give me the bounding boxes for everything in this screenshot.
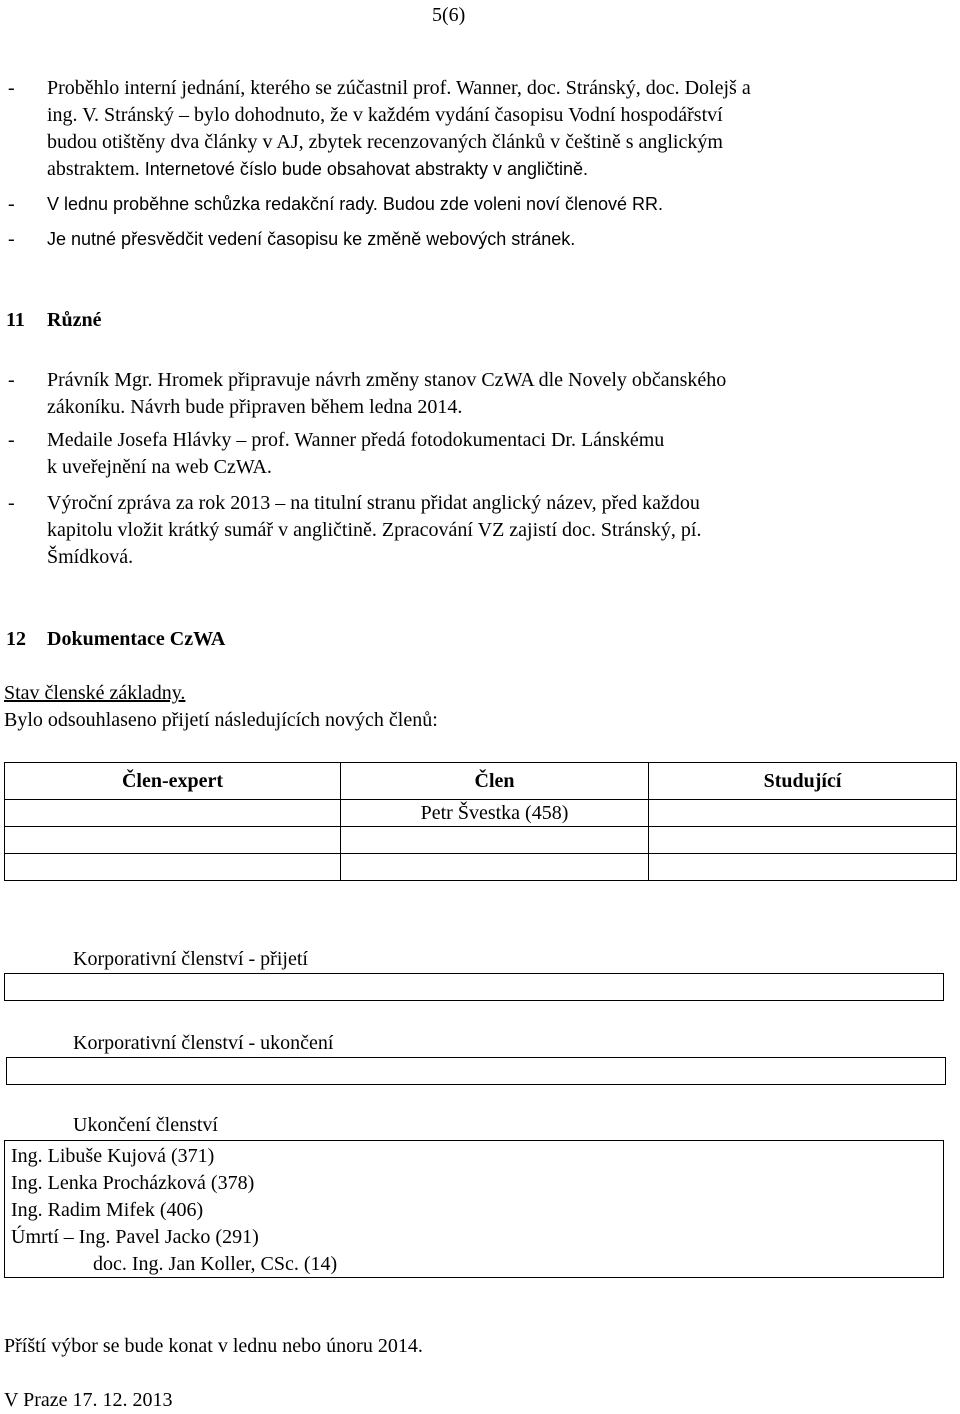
table-cell bbox=[341, 827, 649, 854]
bullet-dash: - bbox=[8, 369, 15, 391]
section-title: Dokumentace CzWA bbox=[47, 628, 226, 650]
list-item-text: Internetové číslo bude obsahovat abstrakty v angličtině. bbox=[144, 159, 589, 179]
bullet-dash: - bbox=[8, 492, 15, 514]
corporate-join-label: Korporativní členství - přijetí bbox=[73, 948, 308, 970]
table-row bbox=[5, 800, 957, 827]
bullet-dash: - bbox=[8, 429, 15, 451]
bullet-dash: - bbox=[8, 77, 15, 99]
termination-box bbox=[4, 1140, 944, 1278]
table-cell bbox=[649, 827, 957, 854]
list-item-line: zákoníku. Návrh bude připraven během ledna 2014. bbox=[47, 396, 463, 418]
list-item-text: abstraktem. bbox=[47, 158, 140, 180]
list-item-line: kapitolu vložit krátký sumář v angličtině. Zpracování VZ zajistí doc. Stránský, pí. bbox=[47, 519, 702, 541]
column-header-expert: Člen-expert bbox=[5, 763, 341, 800]
table-row bbox=[5, 854, 957, 881]
list-item-line: Medaile Josefa Hlávky – prof. Wanner předá fotodokumentaci Dr. Lánskému bbox=[47, 429, 665, 451]
table-cell bbox=[341, 854, 649, 881]
termination-entry: Ing. Radim Mifek (406) bbox=[11, 1199, 204, 1221]
list-item-line: k uveřejnění na web CzWA. bbox=[47, 456, 272, 478]
place-and-date: V Praze 17. 12. 2013 bbox=[4, 1389, 173, 1411]
list-item-line bbox=[47, 156, 588, 183]
corporate-end-box bbox=[6, 1057, 946, 1085]
new-members-table bbox=[4, 762, 957, 881]
table-cell bbox=[5, 827, 341, 854]
membership-status-heading: Stav členské základny. bbox=[4, 682, 186, 704]
section-number: 12 bbox=[6, 628, 26, 650]
termination-label: Ukončení členství bbox=[73, 1114, 218, 1136]
table-cell bbox=[5, 854, 341, 881]
table-cell: Petr Švestka (458) bbox=[341, 800, 649, 827]
list-item-line: V lednu proběhne schůzka redakční rady. Budou zde voleni noví členové RR. bbox=[47, 194, 664, 214]
section-number: 11 bbox=[6, 309, 25, 331]
column-header-student: Studující bbox=[649, 763, 957, 800]
bullet-dash: - bbox=[8, 193, 15, 215]
corporate-end-label: Korporativní členství - ukončení bbox=[73, 1032, 334, 1054]
section-title: Různé bbox=[47, 309, 102, 331]
list-item-line: Je nutné přesvědčit vedení časopisu ke změně webových stránek. bbox=[47, 229, 576, 249]
new-members-intro: Bylo odsouhlaseno přijetí následujících nových členů: bbox=[4, 709, 438, 731]
table-row bbox=[5, 827, 957, 854]
next-meeting-note: Příští výbor se bude konat v lednu nebo únoru 2014. bbox=[4, 1335, 423, 1357]
table-cell bbox=[649, 800, 957, 827]
list-item-line: Proběhlo interní jednání, kterého se zúčastnil prof. Wanner, doc. Stránský, doc. Dolejš a bbox=[47, 77, 751, 99]
termination-entry: Ing. Lenka Procházková (378) bbox=[11, 1172, 255, 1194]
list-item-line: Šmídková. bbox=[47, 546, 134, 568]
list-item-line: budou otištěny dva články v AJ, zbytek recenzovaných článků v češtině s anglickým bbox=[47, 131, 723, 153]
termination-entry: Úmrtí – Ing. Pavel Jacko (291) bbox=[11, 1226, 259, 1248]
table-cell bbox=[5, 800, 341, 827]
corporate-join-box bbox=[4, 973, 944, 1001]
page-number: 5(6) bbox=[432, 4, 466, 26]
bullet-dash: - bbox=[8, 228, 15, 250]
termination-entry: Ing. Libuše Kujová (371) bbox=[11, 1145, 215, 1167]
list-item-line: ing. V. Stránský – bylo dohodnuto, že v každém vydání časopisu Vodní hospodářství bbox=[47, 104, 723, 126]
termination-entry: doc. Ing. Jan Koller, CSc. (14) bbox=[93, 1253, 338, 1275]
list-item-line: Výroční zpráva za rok 2013 – na titulní stranu přidat anglický název, před každou bbox=[47, 492, 700, 514]
table-header-row bbox=[5, 763, 957, 800]
column-header-member: Člen bbox=[341, 763, 649, 800]
table-cell bbox=[649, 854, 957, 881]
list-item-line: Právník Mgr. Hromek připravuje návrh změny stanov CzWA dle Novely občanského bbox=[47, 369, 727, 391]
